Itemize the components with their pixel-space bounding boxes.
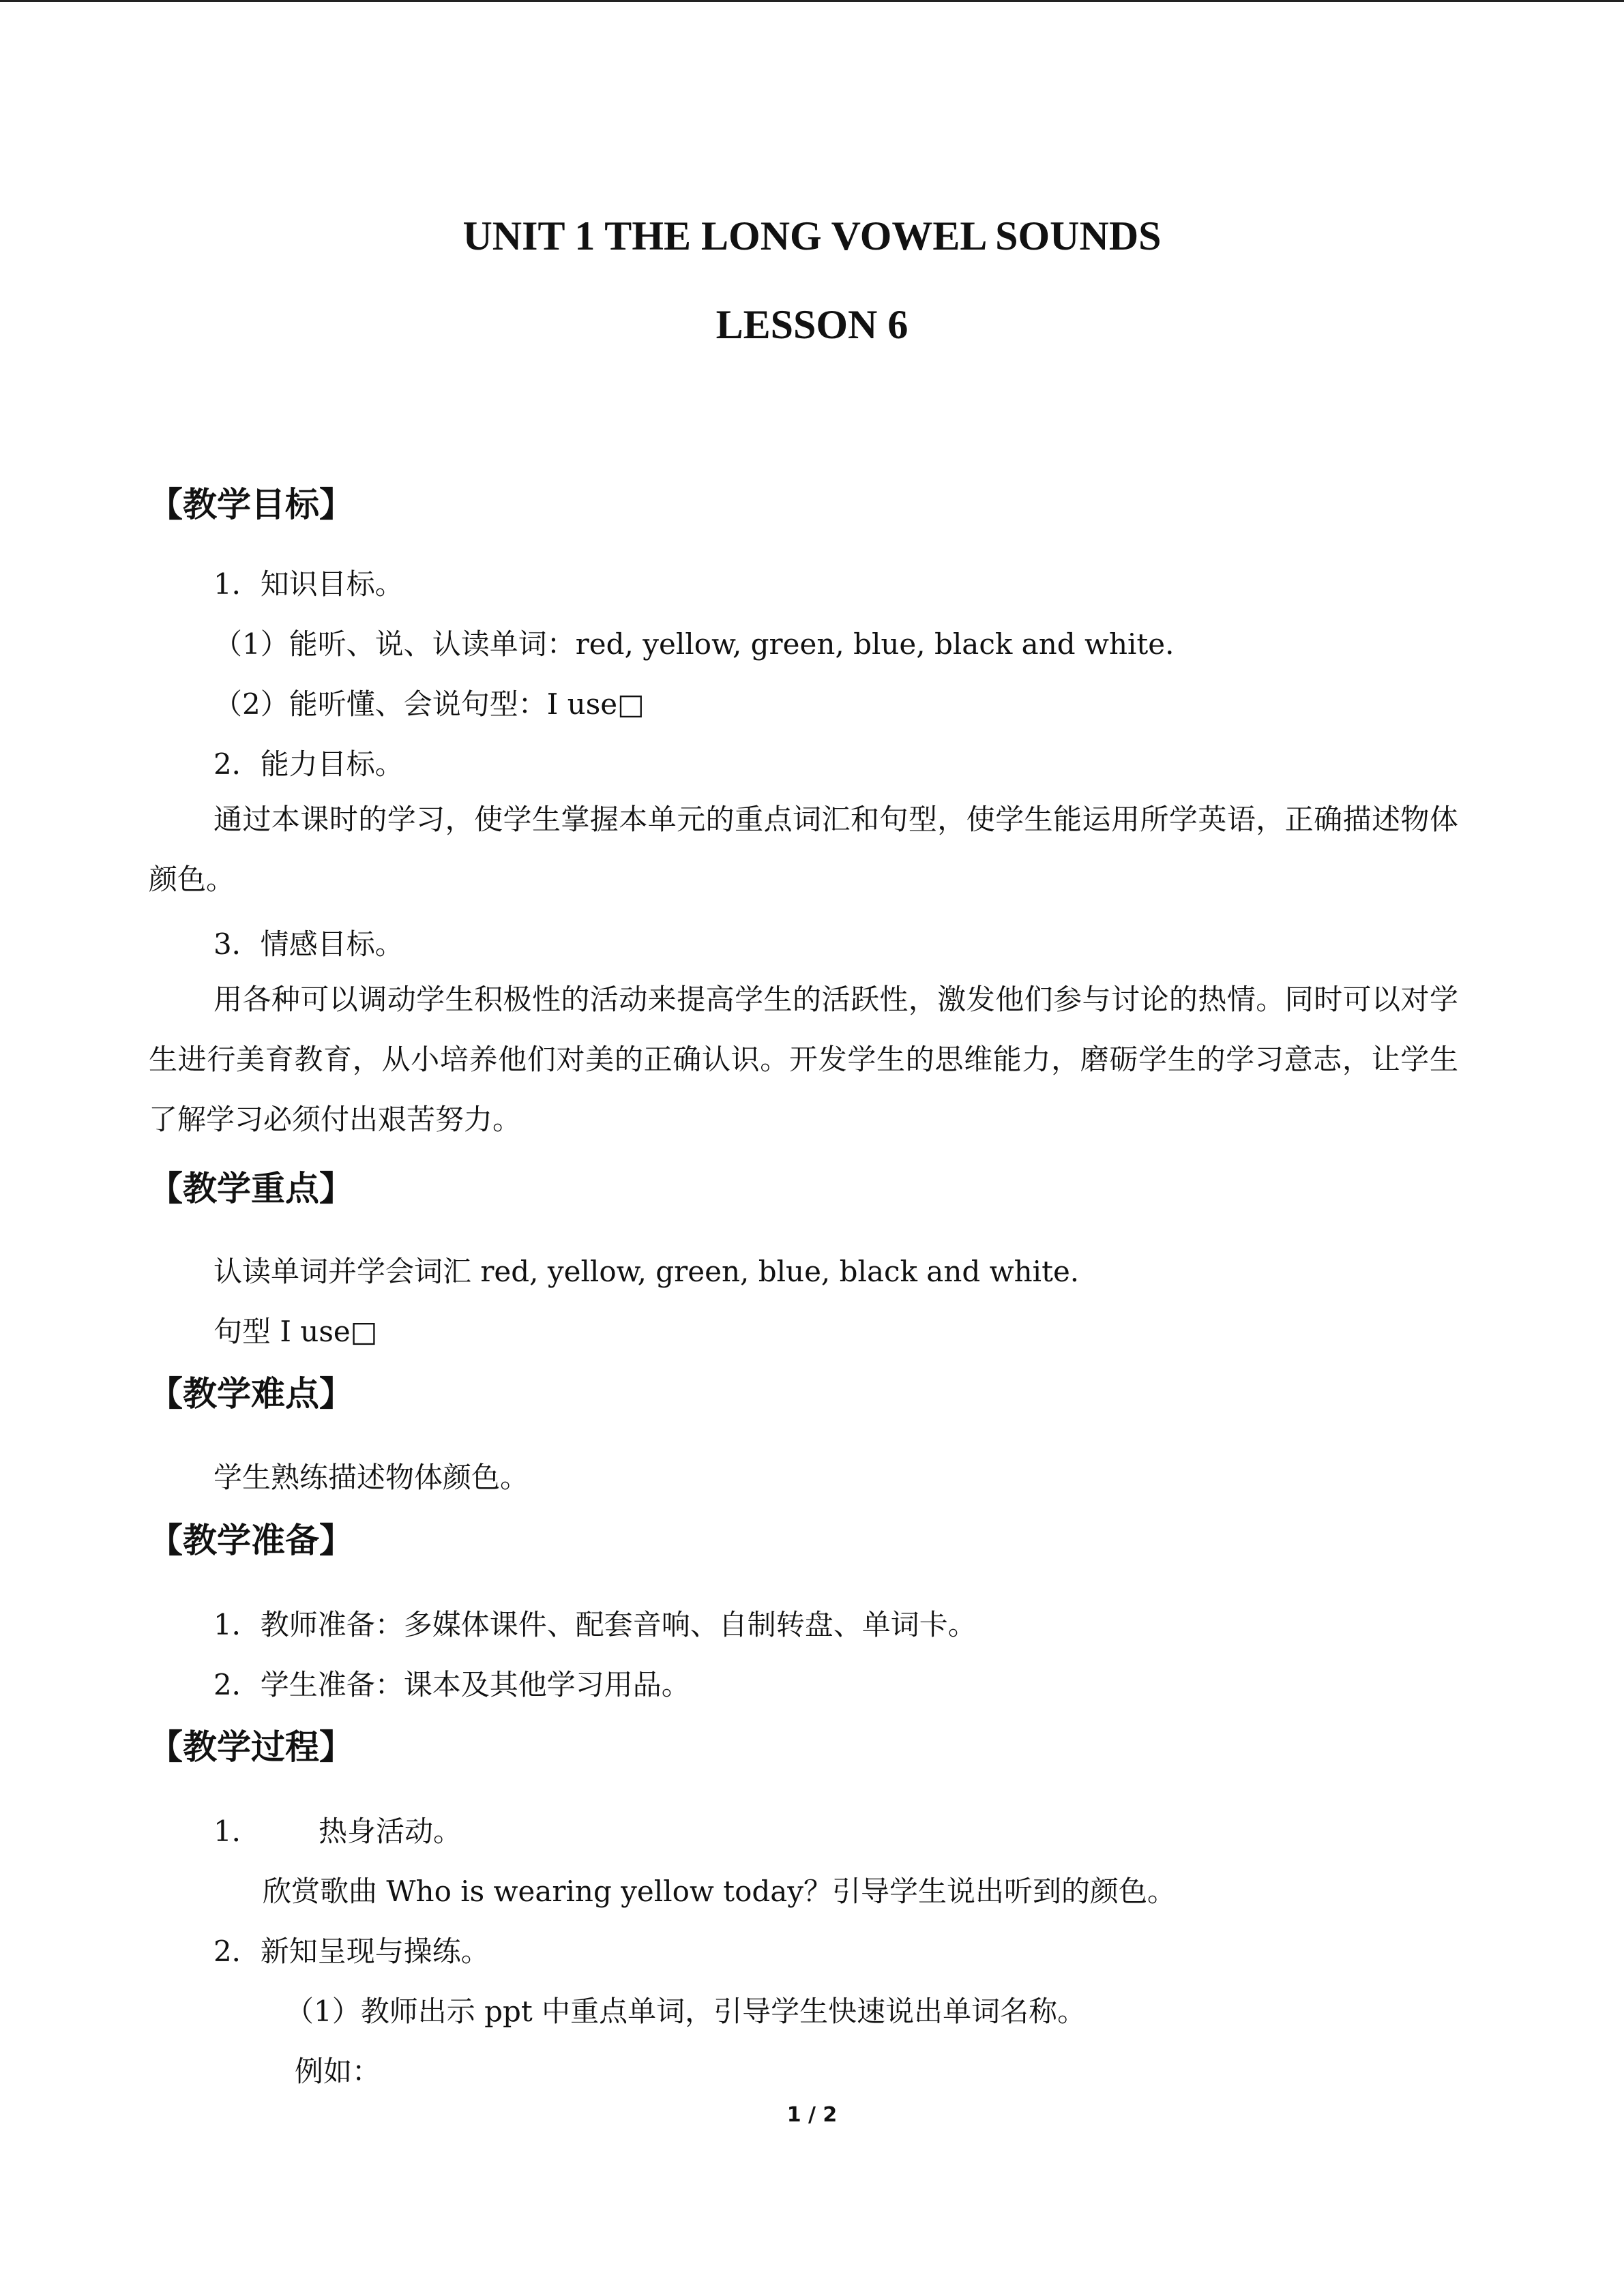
objective-item-ability: 2．能力目标。 [213,747,404,781]
key-point-sentence: 句型 I use□ [213,1315,378,1348]
process-step2-sub1: （1）教师出示 ppt 中重点单词，引导学生快速说出单词名称。 [285,1995,1087,2028]
process-step2-example: 例如： [295,2055,381,2088]
preparation-teacher: 1．教师准备：多媒体课件、配套音响、自制转盘、单词卡。 [213,1608,977,1641]
process-step2: 2．新知呈现与操练。 [213,1935,490,1968]
section-heading-process: 【教学过程】 [149,1727,353,1767]
objective-emotion-text: 用各种可以调动学生积极性的活动来提高学生的活跃性，激发他们参与讨论的热情。同时可以对学生进行美育教育，从小培养他们对美的正确认识。开发学生的思维能力，磨砺学生的学习意志，让学生了解学习必须付出艰苦努力。 [149,983,1458,1136]
process-step1-label: 热身活动。 [319,1815,462,1848]
process-step1-number: 1． [213,1815,261,1848]
preparation-student: 2．学生准备：课本及其他学习用品。 [213,1668,690,1701]
key-point-vocabulary: 认读单词并学会词汇 red, yellow, green, blue, black and white. [213,1255,1080,1288]
process-step1-text: 欣赏歌曲 Who is wearing yellow today？引导学生说出听到的颜色。 [263,1875,1177,1908]
difficulty-text: 学生熟练描述物体颜色。 [213,1461,529,1494]
section-heading-key-points: 【教学重点】 [149,1169,353,1208]
document-title: UNIT 1 THE LONG VOWEL SOUNDS [462,213,1162,258]
objective-knowledge-sub2: （2）能听懂、会说句型：I use□ [213,687,645,721]
section-heading-preparation: 【教学准备】 [149,1521,353,1560]
section-heading-difficulties: 【教学难点】 [149,1374,353,1414]
objective-item-knowledge: 1．知识目标。 [213,567,404,601]
document-subtitle: LESSON 6 [715,302,909,347]
page-number: 1 / 2 [786,2103,838,2127]
objective-ability-text: 通过本课时的学习，使学生掌握本单元的重点词汇和句型，使学生能运用所学英语，正确描述物体颜色。 [149,803,1458,896]
section-heading-objectives: 【教学目标】 [149,485,353,524]
objective-item-emotion: 3．情感目标。 [213,927,404,961]
page-top-rule [0,0,1624,2]
objective-knowledge-sub1: （1）能听、说、认读单词：red, yellow, green, blue, black and white. [213,627,1175,661]
